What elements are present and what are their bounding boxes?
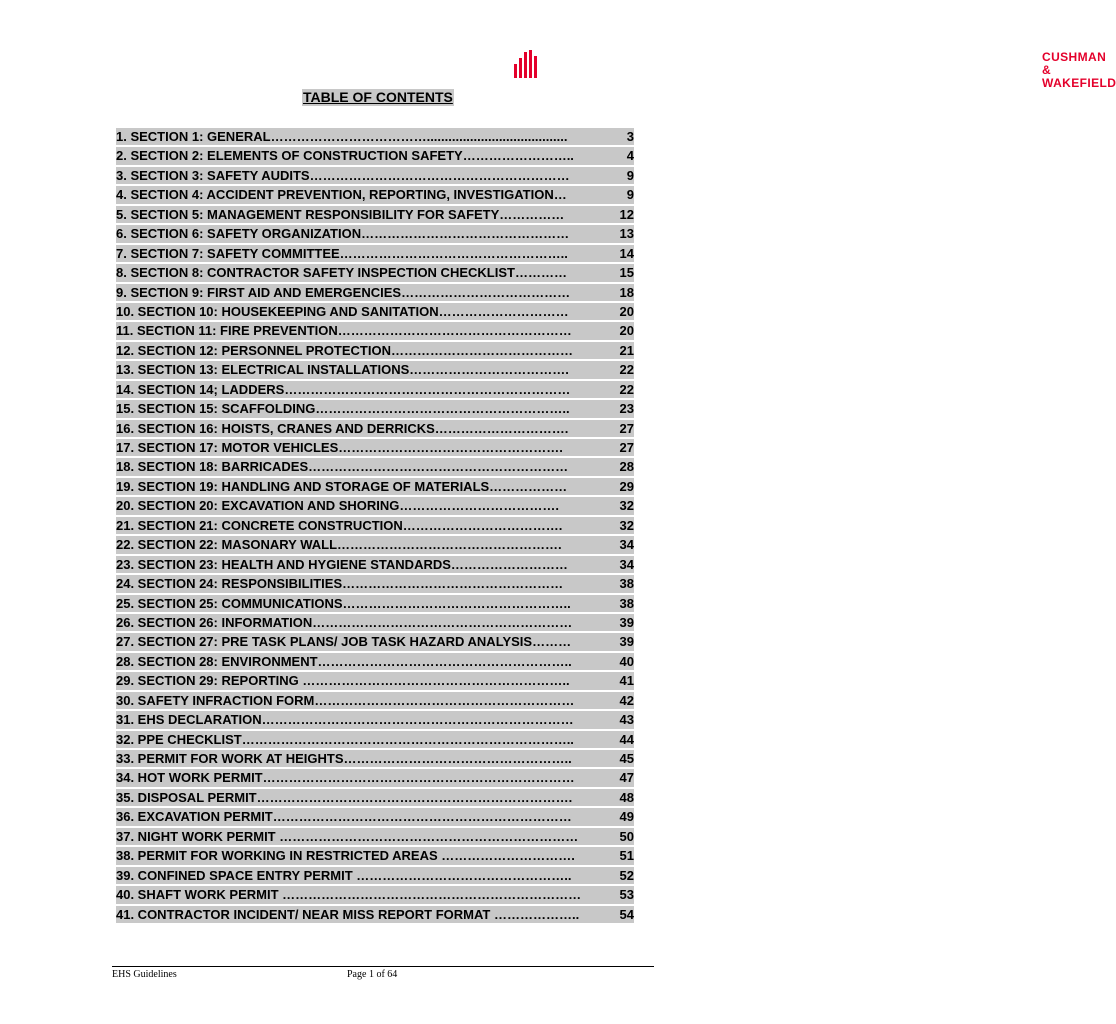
toc-entry-text: 37. NIGHT WORK PERMIT ……………………………………………………………: [116, 828, 579, 844]
toc-entry-text: 18. SECTION 18: BARRICADES……………………………………………………: [116, 459, 569, 475]
toc-entry[interactable]: [116, 905, 644, 924]
toc-entry[interactable]: [116, 283, 644, 302]
toc-entry-page: 27: [619, 440, 634, 455]
toc-entry-text: 39. CONFINED SPACE ENTRY PERMIT …………………………………………..: [116, 867, 572, 883]
toc-entry[interactable]: [116, 438, 644, 457]
toc-entry-page: 22: [619, 381, 634, 397]
logo-line-2: WAKEFIELD: [1042, 76, 1116, 90]
toc-entry[interactable]: [116, 244, 644, 263]
toc-entry-text: 28. SECTION 28: ENVIRONMENT…………………………………………………..: [116, 653, 572, 669]
toc-entry-page: 39: [619, 614, 634, 630]
toc-entry-page: 27: [619, 420, 634, 436]
toc-entry-text: 9. SECTION 9: FIRST AID AND EMERGENCIES…………………………………: [116, 284, 571, 300]
toc-title: TABLE OF CONTENTS: [303, 89, 453, 105]
toc-entry-page: 21: [619, 342, 634, 358]
toc-entry-text: 12. SECTION 12: PERSONNEL PROTECTION……………………………………: [116, 342, 573, 358]
toc-entry[interactable]: [116, 360, 644, 379]
toc-entry-text: 33. PERMIT FOR WORK AT HEIGHTS……………………………………………..: [116, 751, 572, 766]
toc-entry-text: 13. SECTION 13: ELECTRICAL INSTALLATIONS……………………………….: [116, 362, 569, 378]
toc-entry-text: 19. SECTION 19: HANDLING AND STORAGE OF MATERIALS………………: [116, 478, 568, 494]
toc-entry[interactable]: [116, 477, 644, 496]
toc-entry-page: 20: [619, 323, 634, 339]
toc-entry-page: 42: [619, 692, 634, 708]
toc-entry-page: 34: [619, 537, 634, 553]
toc-entry-page: 20: [619, 303, 634, 319]
toc-entry-page: 32: [619, 517, 634, 533]
toc-entry-text: 31. EHS DECLARATION………………………………………………………………: [116, 712, 574, 728]
toc-entry-text: 4. SECTION 4: ACCIDENT PREVENTION, REPORTING, INVESTIGATION…: [116, 187, 567, 203]
toc-entry-text: 40. SHAFT WORK PERMIT ……………………………………………………………: [116, 887, 582, 903]
toc-entry-text: 41. CONTRACTOR INCIDENT/ NEAR MISS REPORT FORMAT ………………..: [116, 906, 580, 922]
toc-entry[interactable]: [116, 380, 644, 399]
toc-entry-page: 43: [619, 712, 634, 728]
toc-entry-page: 44: [619, 731, 634, 747]
toc-entry-page: 39: [619, 634, 634, 650]
toc-entry-text: 11. SECTION 11: FIRE PREVENTION………………………………………………: [116, 323, 572, 339]
toc-entry[interactable]: [116, 671, 644, 690]
toc-entry[interactable]: [116, 263, 644, 282]
toc-entry-text: 34. HOT WORK PERMIT………………………………………………………………: [116, 770, 575, 786]
toc-entry-page: 18: [619, 284, 634, 300]
toc-entry-text: 17. SECTION 17: MOTOR VEHICLES…………………………………………….: [116, 440, 563, 455]
toc-entry-text: 22. SECTION 22: MASONARY WALL…………………………………………….: [116, 537, 562, 553]
toc-entry-text: 15. SECTION 15: SCAFFOLDING…………………………………………………..: [116, 401, 570, 417]
toc-entry-text: 10. SECTION 10: HOUSEKEEPING AND SANITATION…………………………: [116, 303, 569, 319]
toc-entry-text: 8. SECTION 8: CONTRACTOR SAFETY INSPECTION CHECKLIST…………: [116, 265, 567, 281]
toc-entry-page: 14: [619, 245, 634, 261]
toc-entry[interactable]: [116, 205, 644, 224]
toc-entry-page: 47: [619, 770, 634, 786]
toc-entry[interactable]: [116, 613, 644, 632]
toc-entry-page: 34: [619, 556, 634, 572]
toc-entry-page: 40: [619, 653, 634, 669]
toc-entry-text: 24. SECTION 24: RESPONSIBILITIES……………………………………………: [116, 576, 564, 592]
footer-doc-name: EHS Guidelines: [112, 969, 177, 980]
toc-entry-page: 50: [619, 828, 634, 844]
toc-entry-page: 53: [619, 887, 634, 903]
toc-entry-page: 49: [619, 809, 634, 825]
toc-entry-text: 5. SECTION 5: MANAGEMENT RESPONSIBILITY FOR SAFETY……………: [116, 206, 565, 222]
toc-entry[interactable]: [116, 574, 644, 593]
logo-bars-icon: [514, 50, 540, 78]
toc-entry[interactable]: [116, 146, 644, 165]
toc-entry[interactable]: [116, 827, 644, 846]
toc-entry-text: 29. SECTION 29: REPORTING ……………………………………………………..: [116, 673, 570, 689]
toc-entry-page: 32: [619, 498, 634, 514]
toc-entry-page: 52: [619, 867, 634, 883]
toc-entry[interactable]: [116, 749, 644, 768]
toc-entry[interactable]: [116, 535, 644, 554]
toc-entry[interactable]: [116, 885, 644, 904]
toc-entry-text: 23. SECTION 23: HEALTH AND HYGIENE STANDARDS………………………: [116, 556, 568, 572]
toc-entry[interactable]: [116, 302, 644, 321]
footer-divider: [112, 966, 654, 967]
toc-entry-page: 9: [626, 167, 634, 183]
toc-entry[interactable]: [116, 846, 644, 865]
toc-entry[interactable]: [116, 768, 644, 787]
toc-list: [116, 127, 644, 924]
toc-entry-text: 27. SECTION 27: PRE TASK PLANS/ JOB TASK HAZARD ANALYSIS………: [116, 634, 572, 650]
toc-entry[interactable]: [116, 419, 644, 438]
toc-entry-page: 28: [619, 459, 634, 475]
toc-entry-page: 15: [619, 265, 634, 281]
toc-entry-text: 25. SECTION 25: COMMUNICATIONS……………………………………………..: [116, 595, 571, 611]
logo-line-1: CUSHMAN &: [1042, 50, 1107, 77]
toc-entry-text: 32. PPE CHECKLIST…………………………………………………………………..: [116, 731, 574, 747]
toc-entry[interactable]: [116, 710, 644, 729]
toc-entry[interactable]: [116, 866, 644, 885]
toc-entry-text: 35. DISPOSAL PERMIT……………………………………………………………….: [116, 789, 573, 805]
toc-entry-page: 9: [626, 187, 634, 203]
toc-entry-text: 21. SECTION 21: CONCRETE CONSTRUCTION……………………………….: [116, 517, 563, 533]
toc-entry[interactable]: [116, 807, 644, 826]
toc-entry[interactable]: [116, 652, 644, 671]
toc-entry-page: 22: [619, 362, 634, 378]
toc-entry-page: 48: [619, 789, 634, 805]
footer-page-number: Page 1 of 64: [347, 969, 398, 980]
toc-entry-text: 3. SECTION 3: SAFETY AUDITS……………………………………………………: [116, 167, 570, 183]
toc-entry-text: 6. SECTION 6: SAFETY ORGANIZATION…………………………………………: [116, 226, 570, 242]
toc-entry-page: 38: [619, 576, 634, 592]
toc-entry-text: 36. EXCAVATION PERMIT……………………………………………………………: [116, 809, 572, 825]
toc-entry[interactable]: [116, 224, 644, 243]
toc-entry-text: 38. PERMIT FOR WORKING IN RESTRICTED AREAS ………………………….: [116, 848, 575, 864]
toc-entry-text: 7. SECTION 7: SAFETY COMMITTEE……………………………………………..: [116, 245, 568, 261]
toc-entry-page: 29: [619, 478, 634, 494]
toc-entry-text: 30. SAFETY INFRACTION FORM……………………………………………………: [116, 692, 575, 708]
toc-entry-page: 54: [619, 906, 634, 922]
toc-entry-text: 14. SECTION 14; LADDERS…………………………………………………………: [116, 381, 571, 397]
toc-entry[interactable]: [116, 185, 644, 204]
toc-entry[interactable]: [116, 321, 644, 340]
toc-entry[interactable]: [116, 788, 644, 807]
toc-entry-page: 23: [619, 401, 634, 417]
toc-entry[interactable]: [116, 730, 644, 749]
toc-entry[interactable]: [116, 341, 644, 360]
toc-entry[interactable]: [116, 457, 644, 476]
toc-entry[interactable]: [116, 594, 644, 613]
toc-entry-page: 3: [626, 129, 634, 144]
toc-entry-page: 38: [619, 595, 634, 611]
toc-entry-text: 2. SECTION 2: ELEMENTS OF CONSTRUCTION SAFETY……………………..: [116, 148, 574, 164]
toc-entry[interactable]: [116, 496, 644, 515]
toc-entry[interactable]: [116, 127, 644, 146]
toc-entry-page: 13: [619, 226, 634, 242]
logo-text: [1042, 51, 1116, 90]
toc-entry[interactable]: [116, 399, 644, 418]
toc-entry-page: 51: [619, 848, 634, 864]
toc-entry[interactable]: [116, 632, 644, 651]
toc-entry-page: 4: [626, 148, 634, 164]
toc-entry[interactable]: [116, 516, 644, 535]
toc-entry[interactable]: [116, 166, 644, 185]
toc-entry-text: 26. SECTION 26: INFORMATION……………………………………………………: [116, 614, 573, 630]
toc-entry-text: 16. SECTION 16: HOISTS, CRANES AND DERRICKS………………………….: [116, 420, 569, 436]
company-logo: [514, 50, 1116, 90]
toc-entry-page: 12: [619, 206, 634, 222]
toc-entry-page: 45: [619, 751, 634, 766]
toc-entry-text: 20. SECTION 20: EXCAVATION AND SHORING……………………………….: [116, 498, 560, 514]
toc-entry-page: 41: [619, 673, 634, 689]
toc-entry[interactable]: [116, 555, 644, 574]
toc-entry[interactable]: [116, 691, 644, 710]
toc-entry-text: 1. SECTION 1: GENERAL……………………………….......................................: [116, 129, 568, 144]
